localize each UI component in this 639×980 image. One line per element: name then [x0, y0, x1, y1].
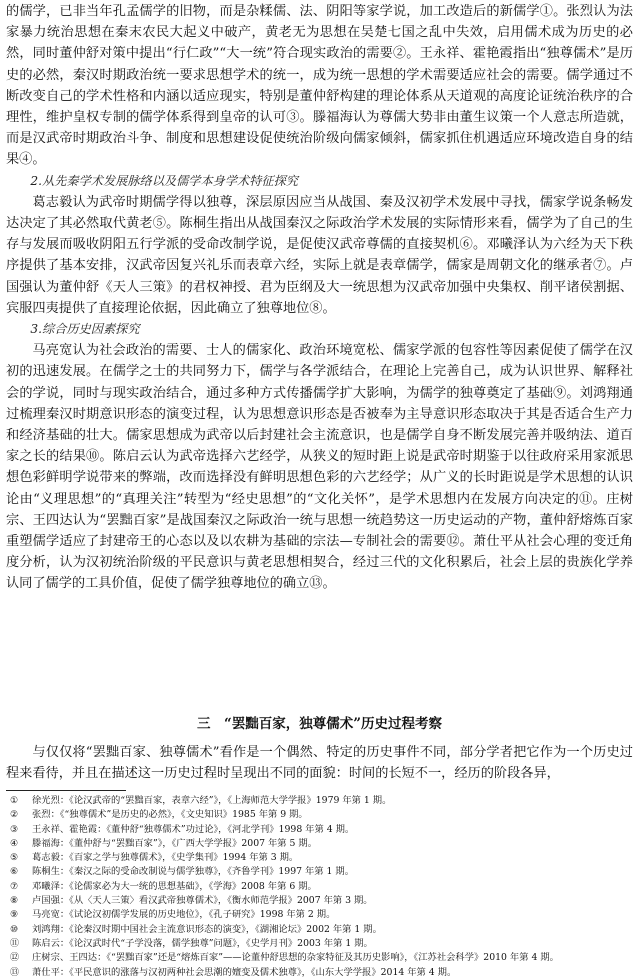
footnote-13: ⑬ 萧仕平：《平民意识的涨落与汉初两种社会思潮的嬗变及儒术独尊》，《山东大学学报》2014 年第 4 期。 [10, 966, 457, 978]
footnote-divider [6, 790, 126, 791]
footnotes [10, 794, 630, 980]
footnote-10: ⑩ 刘鸿翔：《论秦汉时期中国社会主流意识形态的演变》，《湖湘论坛》2002 年第 1 期。 [10, 923, 382, 935]
paragraph-3: 马亮宽认为社会政治的需要、士人的儒家化、政治环境宽松、儒家学派的包容性等因素促使了儒学在汉初的迅速发展。在儒学之士的共同努力下，儒学与各学派结合，在理论上完善自己，成为认识世界、解释社会的学说，同时与现实政治结合，通过多种方式传播儒学扩大影响，为儒学的独尊奠定了基础⑨。刘鸿翔通过梳理秦汉时期意识形态的演变过程，认为思想意识形态是否被奉为主导意识形态取决于其是否适合生产力和经济基础的壮大。儒家思想成为武帝以后封建社会主流意识，也是儒学自身不断发展完善并吸纳法、道百家之长的结果⑩。陈启云认为武帝选择六艺经学，从狭义的短时距上说是武帝时期鉴于以往政府采用家派思想色彩鲜明学说带来的弊端，改而选择没有鲜明思想色彩的六艺经学；从广义的长时距说是学术思想的认识论由“义理思想”的“真理关注”转型为“经史思想”的“文化关怀”，是学术思想内在发展方向决定的⑪。庄树宗、王四达认为“罢黜百家”是战国秦汉之际政治一统与思想一统趋势这一历史运动的产物，董仲舒熔炼百家重塑儒学适应了封建帝王的心态以及以农耕为基础的宗法—专制社会的需要⑫。萧仕平从社会心理的变迁角度分析，认为汉初统治阶级的平民意识与黄老思想相契合，经过三代的文化积累后，社会上层的贵族化学养认同了儒学的工具价值，促使了儒学独尊地位的确立⑬。 [6, 343, 633, 592]
subsection-heading-2: 2.从先秦学术发展脉络以及儒学本身学术特征探究 [30, 173, 298, 188]
footnote-7: ⑦ 邓曦泽：《论儒家必为大一统的思想基础》，《学海》2008 年第 6 期。 [10, 880, 317, 892]
paragraph-1: 的儒学，已非当年孔孟儒学的旧物，而是杂糅儒、法、阴阳等家学说，加工改造后的新儒学①。张烈认为法家暴力统治思想在秦末农民大起义中破产，黄老无为思想在吴楚七国之乱中失效，启用儒术成为历史的必然，同时董仲舒对策中提出“行仁政”“大一统”符合现实政治的需要②。王永祥、霍艳霞指出“独尊儒术”是历史的必然，秦汉时期政治统一要求思想学术的统一，成为统一思想的学术需要适应社会的需要。儒学通过不断改变自己的学术性格和内涵以适应现实，特别是董仲舒构建的理论体系从天道观的高度论证统治秩序的合理性，维护皇权专制的儒学体系得到皇帝的认可③。滕福海认为尊儒大势非由董生议策一个人意志所造就，而是汉武帝时期政治斗争、制度和思想建设促使统治阶级向儒家倾斜，儒家抓住机遇适应环境改造自身的结果④。 [6, 4, 633, 168]
footnote-5: ⑤ 葛志毅：《百家之学与独尊儒术》，《史学集刊》1994 年第 3 期。 [10, 852, 299, 864]
footnote-4: ④ 滕福海：《董仲舒与“罢黜百家”》，《广西大学学报》2007 年第 5 期。 [10, 837, 318, 849]
body-text-top [6, 1, 633, 595]
body-text-bottom [6, 742, 633, 784]
footnote-6: ⑥ 陈桐生：《秦汉之际的受命改制说与儒学独尊》，《齐鲁学刊》1997 年第 1 期。 [10, 866, 354, 878]
paragraph-2: 葛志毅认为武帝时期儒学得以独尊，深层原因应当从战国、秦及汉初学术发展中寻找，儒家学说条畅发达决定了其必然取代黄老⑤。陈桐生指出从战国秦汉之际政治学术发展的实际情形来看，儒学为了自己的生存与发展而吸收阴阳五行学派的受命改制学说，是促使汉武帝尊儒的直接契机⑥。邓曦泽认为六经为天下秩序提供了基本安排，汉武帝因复兴礼乐而表章六经，实际上就是表章儒学，儒家是周朝文化的继承者⑦。卢国强认为董仲舒《天人三策》的君权神授、君为臣纲及大一统思想为汉武帝加强中央集权、削平诸侯割据、宾服四夷提供了直接理论依据，因此确立了独尊地位⑧。 [6, 194, 633, 316]
footnote-2: ② 张烈：《“独尊儒术”是历史的必然》，《文史知识》1985 年第 9 期。 [10, 809, 308, 821]
footnote-9: ⑨ 马亮宽：《试论汉初儒学发展的历史地位》，《孔子研究》1998 年第 2 期。 [10, 909, 336, 921]
footnote-3: ③ 王永祥、霍艳霞：《董仲舒“独尊儒术”功过论》，《河北学刊》1998 年第 4 期。 [10, 823, 355, 835]
footnote-12: ⑫ 庄树宗、王四达：《“罢黜百家”还是“熔炼百家”——论董仲舒思想的杂家特征及其历史影响》，《江苏社会科学》2010 年第 4 期。 [10, 952, 559, 964]
footnote-11: ⑪ 陈启云：《论汉武时代“子学没落，儒学独尊”问题》，《史学月刊》2003 年第 1 期。 [10, 937, 373, 949]
footnote-1: ① 徐光烈：《论汉武帝的“罢黜百家，表章六经”》，《上海师范大学学报》1979 年第 1 期。 [10, 795, 392, 806]
subsection-heading-3: 3.综合历史因素探究 [30, 322, 140, 337]
paragraph-4: 与仅仅将“罢黜百家、独尊儒术”看作是一个偶然、特定的历史事件不同，部分学者把它作为一个历史过程来看待，并且在描述这一历史过程时呈现出不同的面貌：时间的长短不一，经历的阶段各异， [6, 745, 633, 782]
footnote-8: ⑧ 卢国强：《从〈天人三策〉看汉武帝独尊儒术》，《衡水师范学报》2007 年第 3 期。 [10, 895, 373, 907]
section-title: 三 “罢黜百家，独尊儒术”历史过程考察 [196, 716, 443, 732]
